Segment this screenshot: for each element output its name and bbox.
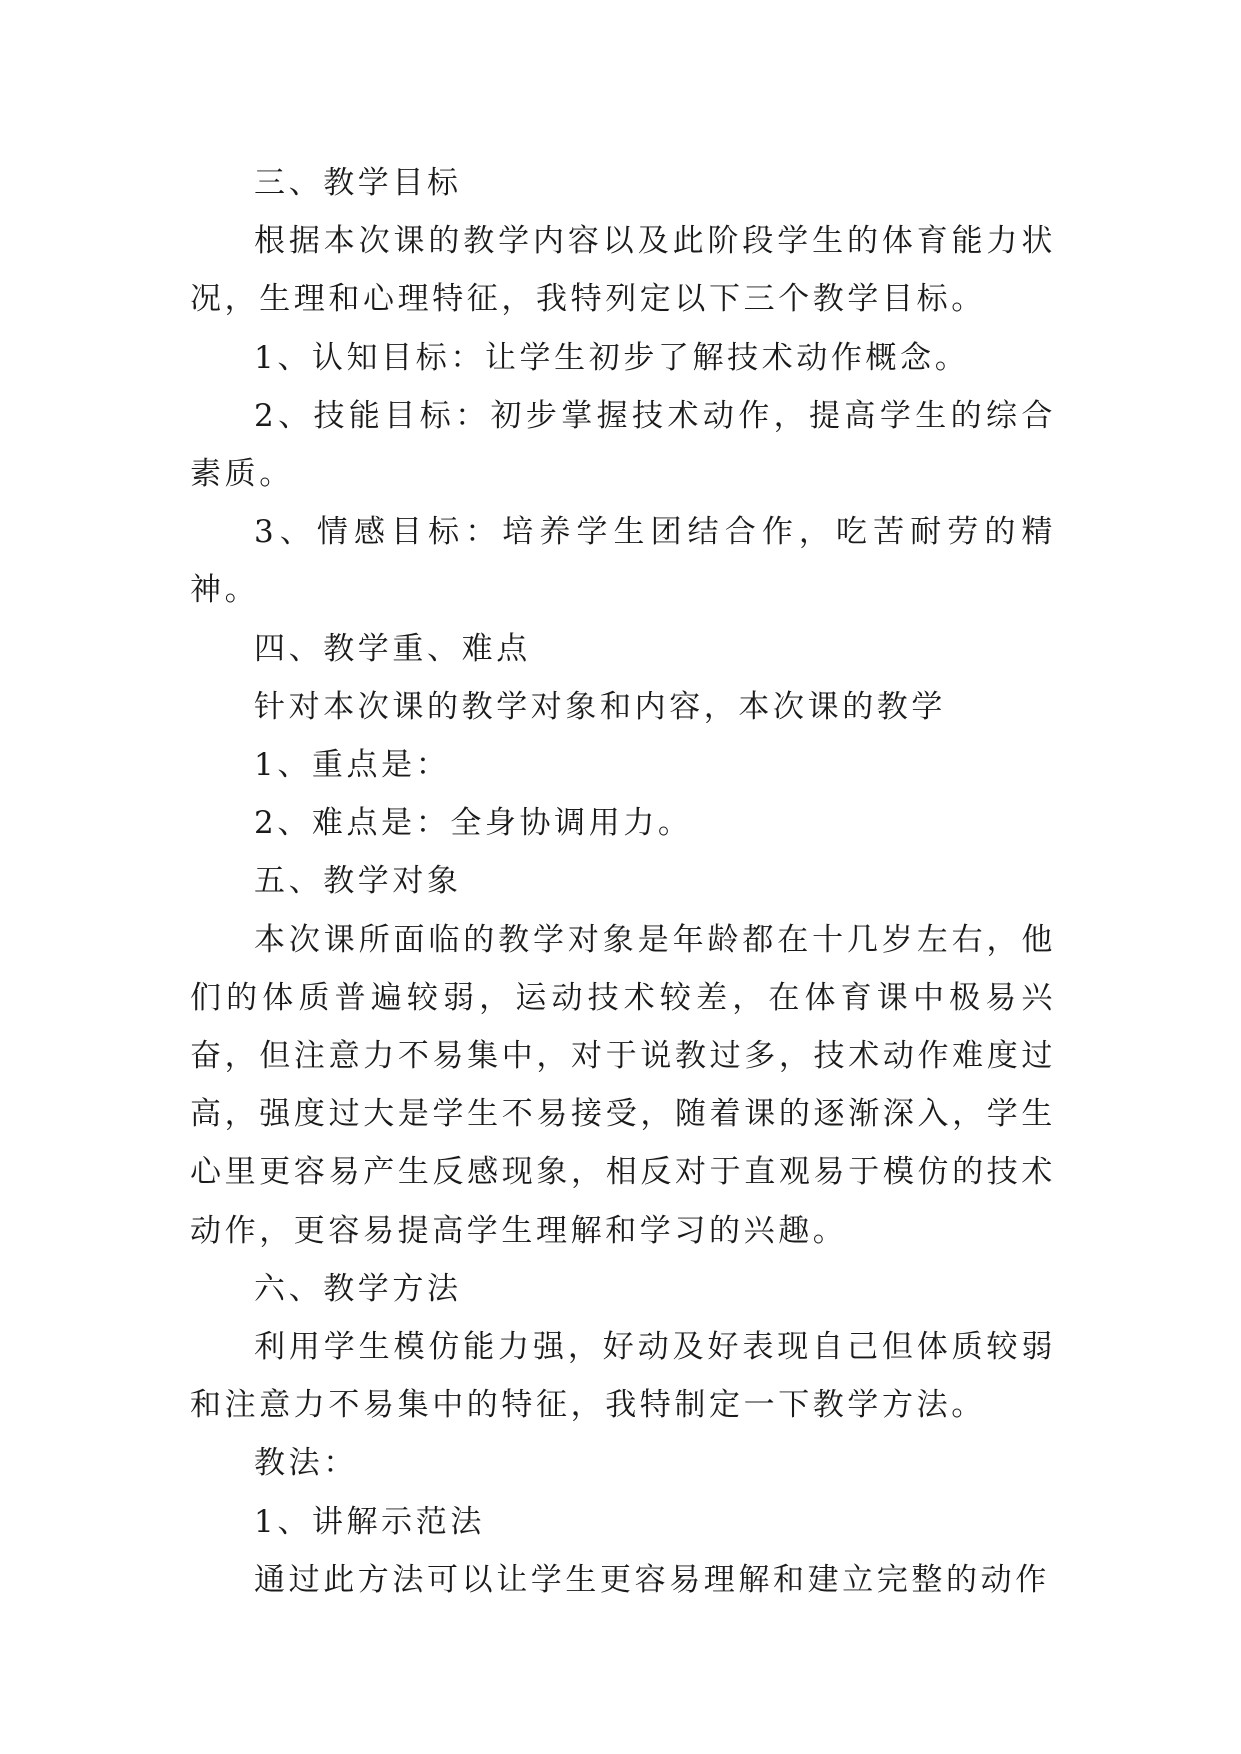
section-heading-teaching-goals: 三、教学目标	[254, 165, 462, 201]
list-item-key-point: 1、重点是：	[254, 747, 451, 784]
list-item-difficult-point: 2、难点是：全身协调用力。	[254, 805, 693, 842]
subheading-teaching-method: 教法：	[254, 1445, 358, 1482]
paragraph-teaching-objects: 本次课所面临的教学对象是年龄都在十几岁左右，他们的体质普遍较弱，运动技术较差，在体育课中极易兴奋，但注意力不易集中，对于说教过多，技术动作难度过高，强度过大是学生不易接受，随着课的逐渐深入，学生心里更容易产生反感现象，相反对于直观易于模仿的技术动作，更容易提高学生理解和学习的兴趣。	[190, 921, 1056, 1249]
document-body	[190, 154, 1056, 1609]
list-item-emotional-goal: 3、情感目标：培养学生团结合作，吃苦耐劳的精神。	[190, 514, 1056, 609]
section-heading-teaching-objects: 五、教学对象	[254, 863, 462, 900]
section-heading-teaching-methods: 六、教学方法	[254, 1270, 462, 1307]
paragraph-method-detail: 通过此方法可以让学生更容易理解和建立完整的动作	[254, 1561, 1050, 1598]
section-heading-key-difficult-points: 四、教学重、难点	[254, 630, 531, 667]
list-item-cognitive-goal: 1、认知目标：让学生初步了解技术动作概念。	[254, 339, 970, 376]
paragraph-methods-intro: 利用学生模仿能力强，好动及好表现自己但体质较弱和注意力不易集中的特征，我特制定一下教学方法。	[190, 1329, 1056, 1424]
paragraph-goals-intro: 根据本次课的教学内容以及此阶段学生的体育能力状况，生理和心理特征，我特列定以下三个教学目标。	[190, 223, 1056, 318]
paragraph-key-points-intro: 针对本次课的教学对象和内容，本次课的教学	[254, 688, 946, 725]
list-item-explanation-demonstration: 1、讲解示范法	[254, 1503, 485, 1540]
list-item-skill-goal: 2、技能目标：初步掌握技术动作，提高学生的综合素质。	[190, 397, 1056, 493]
